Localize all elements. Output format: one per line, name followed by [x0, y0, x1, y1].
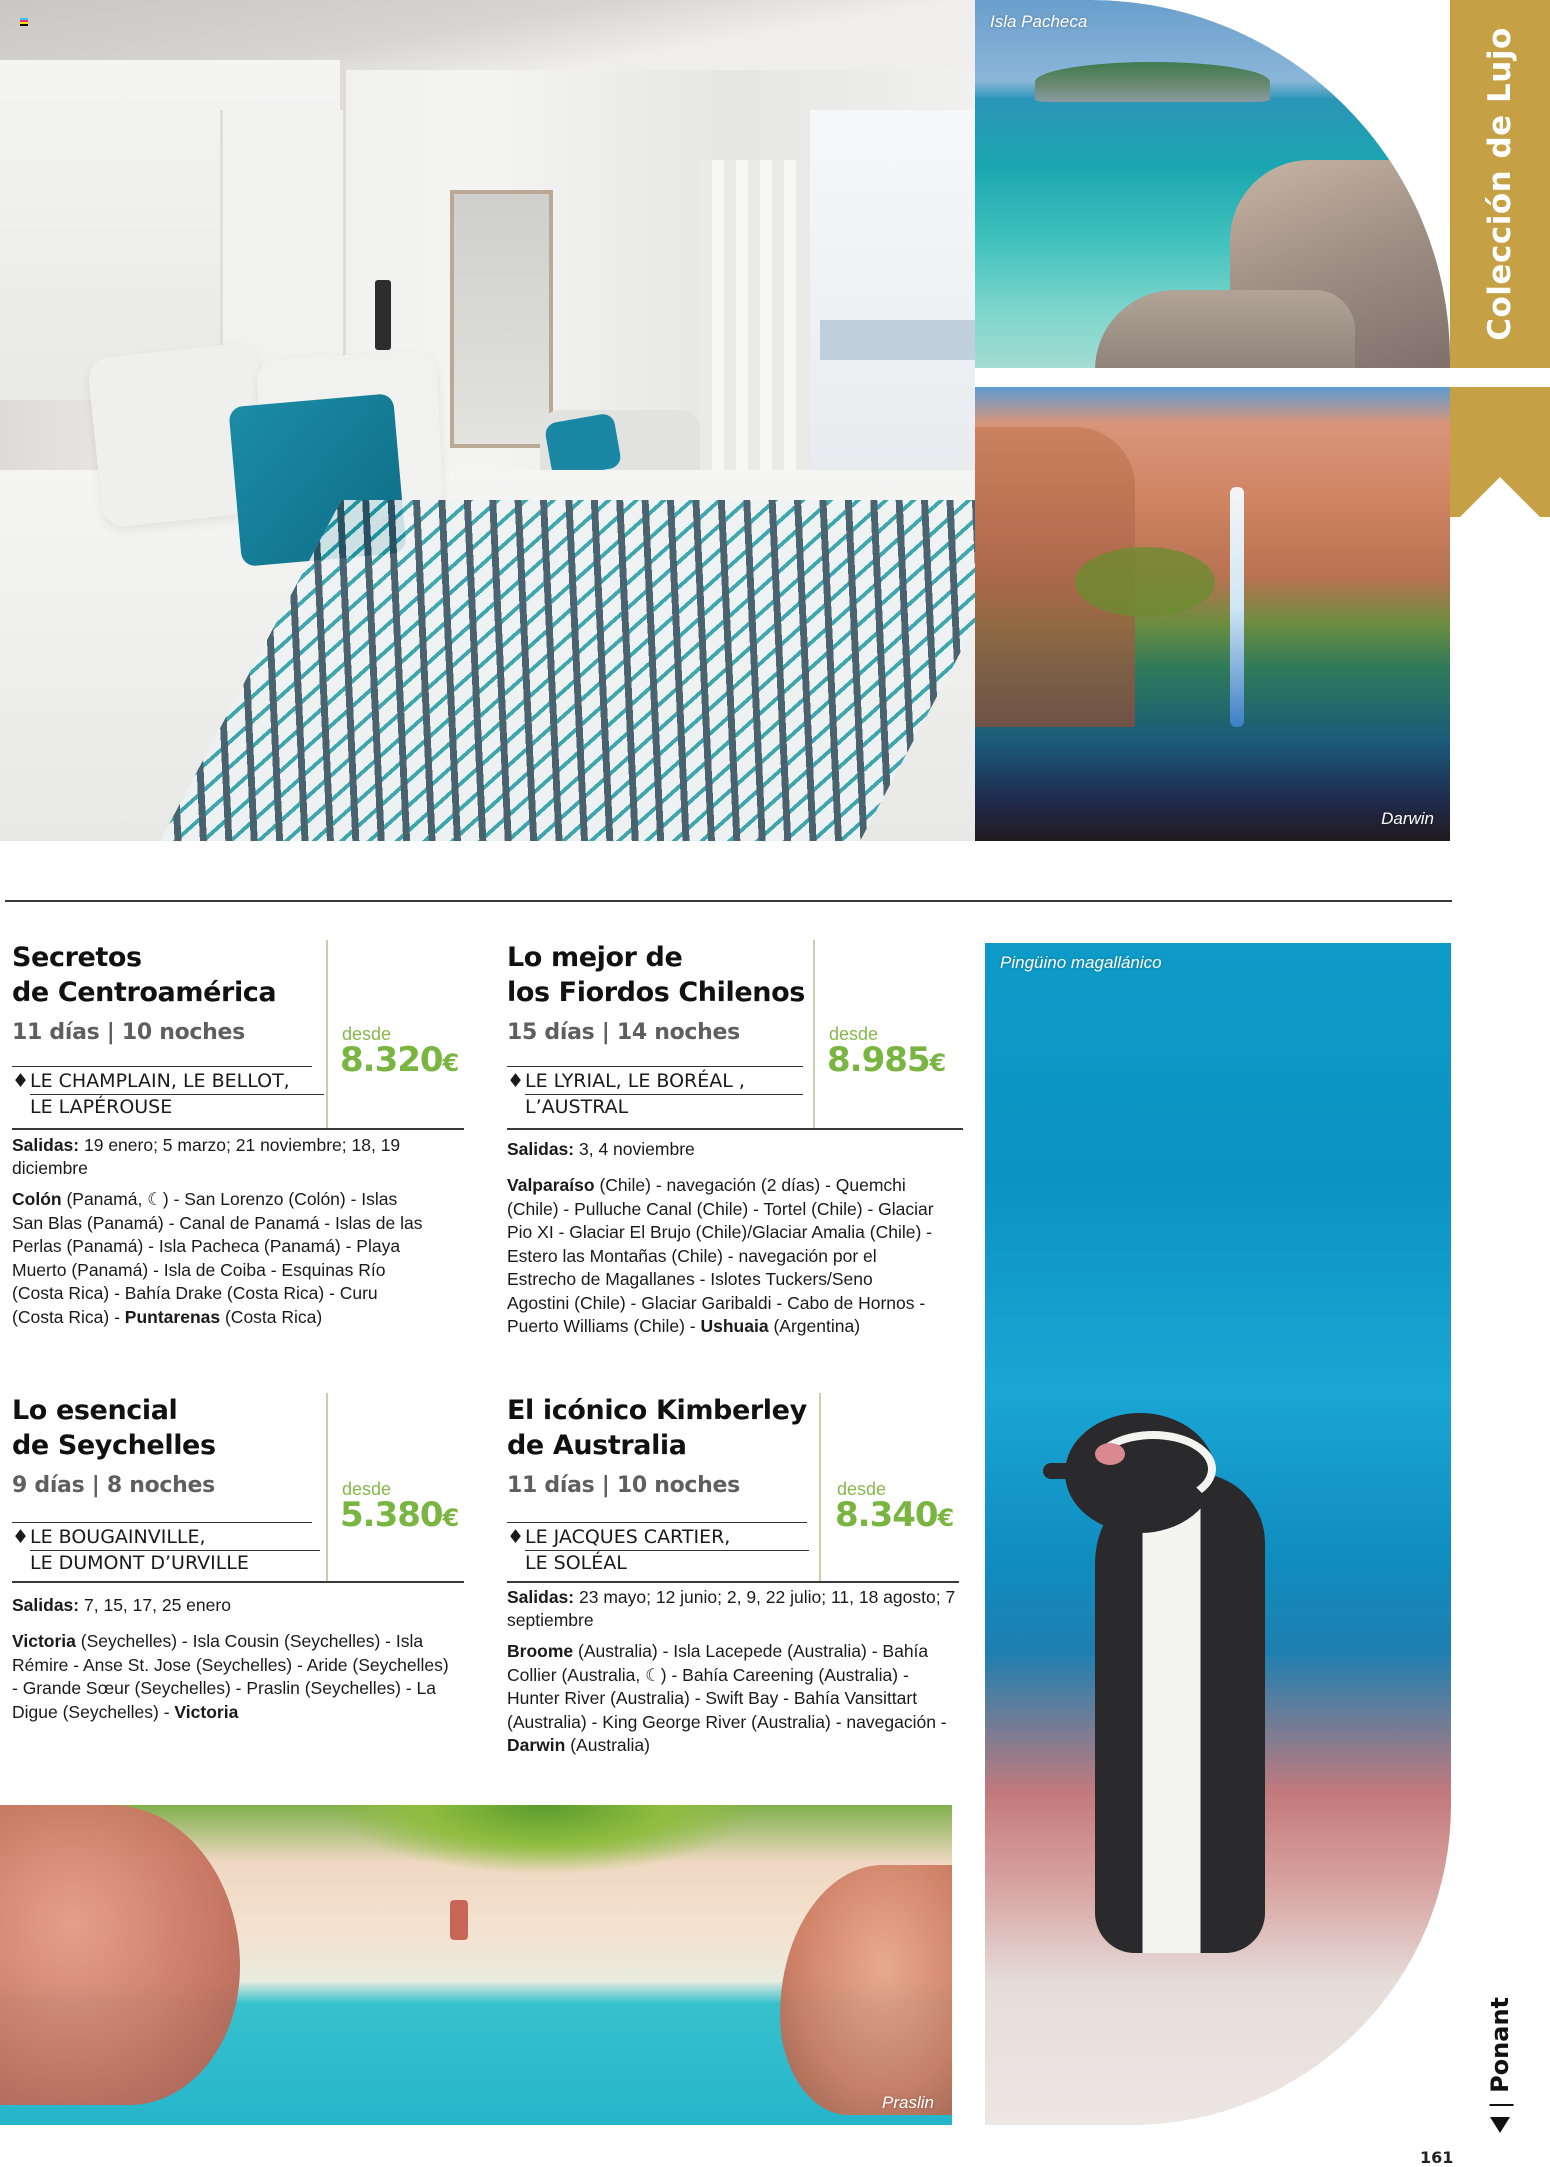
- route-end-country: (Australia): [570, 1735, 650, 1755]
- header-rule: [12, 1581, 464, 1583]
- price-value: 8.320: [340, 1040, 443, 1080]
- rock-shape: [1095, 290, 1355, 368]
- ship-names: LE DUMONT D’URVILLE: [30, 1552, 249, 1574]
- hotel-room-photo: [0, 0, 975, 841]
- trip-price: [340, 1495, 458, 1535]
- room-curtain: [700, 160, 800, 480]
- route-stops: (Panamá, ☾) - San Lorenzo (Colón) - Islas San Blas (Panamá) - Canal de Panamá - Islas de las Perlas (Panamá) - Isla Pacheca (Panamá) - Playa Muerto (Panamá) - Isla de Coiba - Esquinas Río (Costa Rica) - Bahía Drake (Costa Rica) - Curu (Costa Rica) -: [12, 1189, 423, 1327]
- header-rule: [507, 1581, 959, 1583]
- section-band-title: [1450, 0, 1550, 368]
- route-end-port: Ushuaia: [700, 1316, 769, 1336]
- trip-duration: 9 días | 8 noches: [12, 1473, 215, 1498]
- ship-list-rule: [507, 1522, 807, 1523]
- palm-trees-shape: [330, 1805, 760, 1875]
- price-value: 8.340: [835, 1495, 938, 1535]
- trip-title-line: de Seychelles: [12, 1430, 216, 1461]
- price-value: 8.985: [827, 1040, 930, 1080]
- departures-value: 23 mayo; 12 junio; 2, 9, 22 julio; 11, 18 agosto; 7 septiembre: [507, 1587, 956, 1630]
- route-start-port: Victoria: [12, 1631, 76, 1651]
- route-end-port: Darwin: [507, 1735, 566, 1755]
- currency-symbol: €: [937, 1504, 954, 1532]
- itinerary-route: [507, 1640, 947, 1758]
- trip-card-kimberley: [507, 1393, 977, 1773]
- ship-list-rule: [12, 1522, 312, 1523]
- departures-value: 3, 4 noviembre: [579, 1139, 695, 1159]
- departures-label: Salidas:: [507, 1139, 575, 1159]
- ship-list: [507, 1068, 807, 1120]
- ship-names: LE CHAMPLAIN, LE BELLOT,: [30, 1070, 290, 1092]
- trip-card-centroamerica: [12, 940, 482, 1360]
- route-stops: (Chile) - navegación (2 días) - Quemchi (Chile) - Pulluche Canal (Chile) - Tortel (Chile) - Glaciar Pio XI - Glaciar El Brujo (Chile)/Glaciar Amalia (Chile) - Estero las Montañas (Chile) - navegación por el Estrecho de Magallanes - Islotes Tuckers/Seno Agostini (Chile) - Glaciar Garibaldi - Cabo de Hornos - Puerto Williams (Chile) -: [507, 1175, 934, 1336]
- trip-price: [827, 1040, 945, 1080]
- diamond-bullet-icon: ♦: [12, 1070, 30, 1092]
- route-stops: (Seychelles) - Isla Cousin (Seychelles) - Isla Rémire - Anse St. Jose (Seychelles) - Aride (Seychelles) - Grande Sœur (Seychelles) - Praslin (Seychelles) - La Digue (Seychelles) -: [12, 1631, 449, 1722]
- trip-duration: 11 días | 10 noches: [12, 1020, 245, 1045]
- departures-value: 19 enero; 5 marzo; 21 noviembre; 18, 19 diciembre: [12, 1135, 401, 1178]
- trees-shape: [1075, 547, 1215, 617]
- departure-dates: [507, 1586, 957, 1632]
- currency-symbol: €: [929, 1049, 946, 1077]
- photo-caption: Praslin: [882, 2093, 934, 2112]
- ship-list-rule: [507, 1066, 803, 1067]
- photo-caption: Isla Pacheca: [990, 12, 1088, 31]
- price-prefix: desde: [829, 1024, 879, 1044]
- page-number: 161: [1420, 2148, 1454, 2167]
- trip-card-fiordos-chilenos: [507, 940, 977, 1370]
- departure-dates: [12, 1134, 472, 1180]
- penguin-body: [1095, 1473, 1265, 1953]
- ship-list: [12, 1524, 322, 1576]
- ship-names: LE BOUGAINVILLE,: [30, 1526, 206, 1548]
- penguin-photo: [985, 943, 1451, 2125]
- photo-caption: Pingüino magallánico: [1000, 953, 1162, 972]
- couple-figure: [450, 1900, 468, 1940]
- ship-list-underline: [525, 1550, 809, 1551]
- room-window: [810, 110, 975, 470]
- separator: |: [1486, 2100, 1515, 2110]
- ship-names: LE JACQUES CARTIER,: [525, 1526, 731, 1548]
- trip-title-line: El icónico Kimberley: [507, 1395, 807, 1426]
- trip-title: [507, 940, 805, 1010]
- route-end-port: Victoria: [174, 1701, 239, 1722]
- ship-names: LE SOLÉAL: [525, 1552, 627, 1574]
- trip-duration: 15 días | 14 noches: [507, 1020, 740, 1045]
- trip-title-line: Lo mejor de: [507, 942, 683, 973]
- price-prefix: desde: [342, 1479, 392, 1499]
- trip-title-line: de Centroamérica: [12, 977, 277, 1008]
- route-start-port: Valparaíso: [507, 1175, 595, 1195]
- header-rule: [12, 1128, 464, 1130]
- trip-title: [507, 1393, 807, 1463]
- trip-title: [12, 940, 276, 1010]
- route-end-port: Puntarenas: [124, 1306, 221, 1327]
- trip-title: [12, 1393, 216, 1463]
- diamond-bullet-icon: ♦: [12, 1526, 30, 1548]
- ship-names: LE LAPÉROUSE: [30, 1096, 173, 1118]
- departures-value: 7, 15, 17, 25 enero: [84, 1595, 231, 1615]
- route-end-country: (Argentina): [773, 1316, 861, 1336]
- itinerary-route: [12, 1188, 432, 1329]
- departures-label: Salidas:: [12, 1135, 80, 1155]
- price-divider: [326, 1393, 328, 1581]
- ship-names: L’AUSTRAL: [525, 1096, 629, 1118]
- granite-rocks-shape: [780, 1865, 952, 2115]
- trip-title-line: los Fiordos Chilenos: [507, 977, 805, 1008]
- ship-list: [12, 1068, 312, 1120]
- ship-list-rule: [12, 1066, 312, 1067]
- price-divider: [813, 940, 815, 1128]
- brand-tab: [1460, 1990, 1540, 2140]
- photo-caption: Darwin: [1381, 809, 1434, 828]
- granite-rocks-shape: [0, 1805, 240, 2105]
- trip-price: [340, 1040, 458, 1080]
- currency-symbol: €: [442, 1504, 459, 1532]
- ship-list-underline: [30, 1094, 324, 1095]
- trip-title-line: de Australia: [507, 1430, 687, 1461]
- route-start-port: Colón: [12, 1189, 62, 1209]
- ship-list-underline: [30, 1550, 320, 1551]
- departure-dates: [12, 1594, 472, 1617]
- ship-names: LE LYRIAL, LE BORÉAL ,: [525, 1070, 745, 1092]
- price-divider: [326, 940, 328, 1128]
- island-shape: [1035, 62, 1270, 102]
- brand-name: Ponant: [1486, 1996, 1515, 2093]
- trip-title-line: Lo esencial: [12, 1395, 178, 1426]
- header-rule: [507, 1128, 963, 1130]
- itinerary-route: [507, 1174, 937, 1339]
- price-prefix: desde: [342, 1024, 392, 1044]
- brand-tab-label: [1486, 1997, 1514, 2133]
- waterfall-shape: [1230, 487, 1244, 727]
- section-band-label: Colección de Lujo: [1482, 27, 1518, 341]
- itinerary-route: [12, 1630, 457, 1724]
- departures-label: Salidas:: [507, 1587, 575, 1607]
- trip-price: [835, 1495, 953, 1535]
- price-prefix: desde: [837, 1479, 887, 1499]
- chevron-up-icon: [1450, 477, 1550, 527]
- room-lamp: [375, 280, 391, 350]
- departure-dates: [507, 1138, 967, 1161]
- diamond-bullet-icon: ♦: [507, 1070, 525, 1092]
- penguin-beak: [1043, 1463, 1093, 1479]
- praslin-photo: [0, 1805, 952, 2125]
- diamond-bullet-icon: ♦: [507, 1526, 525, 1548]
- ship-list: [507, 1524, 817, 1576]
- price-divider: [819, 1393, 821, 1581]
- price-value: 5.380: [340, 1495, 443, 1535]
- currency-symbol: €: [442, 1049, 459, 1077]
- print-registration-marks-icon: [20, 18, 28, 28]
- route-start-port: Broome: [507, 1641, 574, 1661]
- room-sea-view: [820, 320, 975, 360]
- triangle-marker-icon: [1490, 2117, 1510, 2133]
- trip-card-seychelles: [12, 1393, 482, 1763]
- route-stops: (Australia) - Isla Lacepede (Australia) - Bahía Collier (Australia, ☾) - Bahía Careening (Australia) - Hunter River (Australia) - Swift Bay - Bahía Vansittart (Australia) - King George River (Australia) - navegación -: [507, 1641, 947, 1732]
- trip-title-line: Secretos: [12, 942, 142, 973]
- darwin-photo: [975, 387, 1450, 841]
- ship-list-underline: [525, 1094, 803, 1095]
- room-mirror: [450, 190, 553, 448]
- penguin-eye-patch: [1095, 1443, 1125, 1465]
- trip-duration: 11 días | 10 noches: [507, 1473, 740, 1498]
- isla-pacheca-photo: [975, 0, 1450, 368]
- departures-label: Salidas:: [12, 1595, 80, 1615]
- route-end-country: (Costa Rica): [224, 1306, 323, 1327]
- section-divider: [5, 900, 1452, 902]
